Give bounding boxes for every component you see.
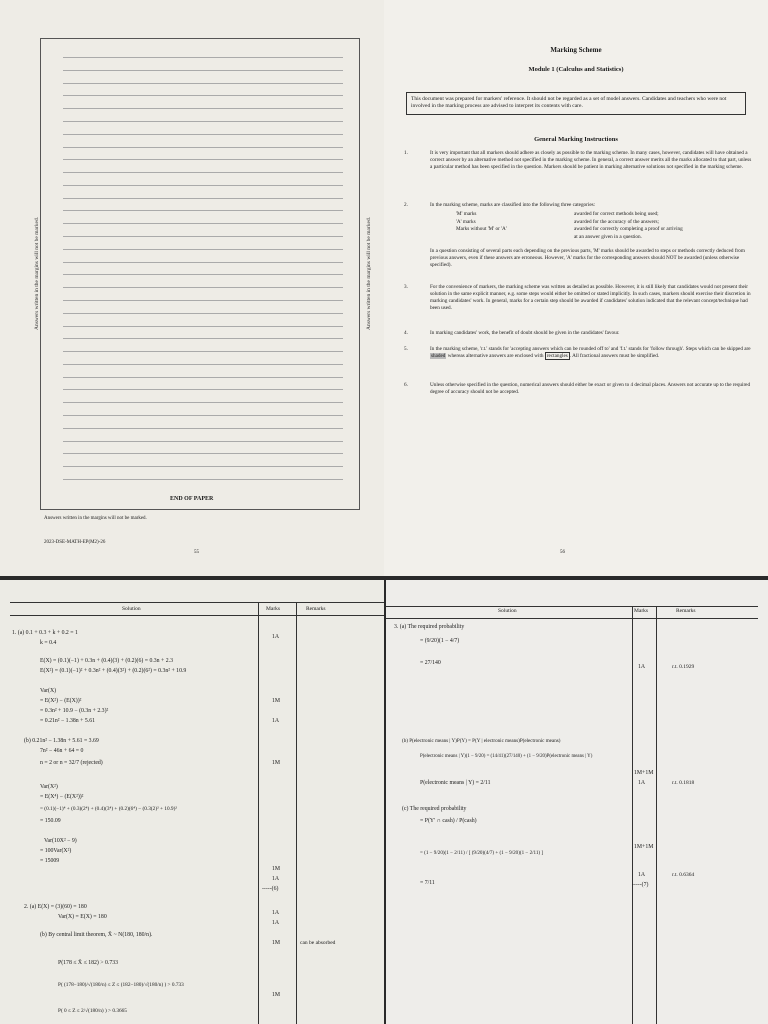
margin-note-left: Answers written in the margins will not be marked. xyxy=(34,216,40,330)
answer-rule-line xyxy=(63,95,343,96)
solution-line: = 0.3n² + 10.9 − (0.3n + 2.3)² xyxy=(40,708,109,714)
answer-rule-line xyxy=(63,453,343,454)
answer-rule-line xyxy=(63,185,343,186)
header-marks: Marks xyxy=(634,608,649,614)
answer-rule-line xyxy=(63,415,343,416)
answer-rule-line xyxy=(63,287,343,288)
mark: 1A xyxy=(638,872,646,878)
remark: r.t. 0.1818 xyxy=(672,780,695,786)
module-subtitle: Module 1 (Calculus and Statistics) xyxy=(528,66,624,73)
answer-rule-line xyxy=(63,223,343,224)
mark: 1M xyxy=(272,940,281,946)
mark: 1A xyxy=(638,664,646,670)
page-58-marking-table xyxy=(386,580,768,1024)
mark: 1A xyxy=(272,910,280,916)
mark: 1M+1M xyxy=(634,770,654,776)
answer-rule-line xyxy=(63,262,343,263)
solution-line: = 0.21n² − 1.38n + 5.61 xyxy=(40,718,96,724)
answer-rule-line xyxy=(63,274,343,275)
answer-rule-line xyxy=(63,83,343,84)
solution-line: Var(X) = E(X) = 180 xyxy=(58,914,107,920)
answer-rule-line xyxy=(63,108,343,109)
solution-line: = (1 − 9/20)(1 − 2/11) / [ (9/20)(4/7) + (1 − 9/20)(1 − 2/11) ] xyxy=(420,850,544,856)
table-header-rule xyxy=(386,618,758,619)
solution-line: (b) By central limit theorem, X̄ ~ N(180, 180/n). xyxy=(40,932,153,938)
instruction-5: 5. In the marking scheme, 'r.t.' stands for 'accepting answers which can be rounded off to' and 'f.t.' stands for 'follow through'. Steps which can be skipped are shaded whereas alternative answers are enclosed with rectangles . All fractional answers must be simplified. xyxy=(404,346,751,360)
header-remarks: Remarks xyxy=(306,606,326,612)
marks-divider xyxy=(258,602,259,1024)
answer-rule-line xyxy=(63,402,343,403)
mark: 1A xyxy=(272,876,280,882)
mark: 1M xyxy=(272,992,281,998)
solution-line: P( (178−180)/√(180/n) ≤ Z ≤ (182−180)/√(180/n) ) > 0.733 xyxy=(58,982,184,988)
solution-line: 7n² − 46n + 64 = 0 xyxy=(40,748,84,754)
solution-line: = 7/11 xyxy=(420,880,435,886)
notice-box: This document was prepared for markers' reference. It should not be regarded as a set of model answers. Candidates and teachers who were not involved in the marking process are advised to interpret its contents with care. xyxy=(406,92,746,115)
solution-line: 1. (a) 0.1 + 0.3 + k + 0.2 = 1 xyxy=(12,630,78,636)
page-56 xyxy=(384,0,768,576)
solution-line: Var(X²) xyxy=(40,784,58,790)
instruction-3: 3. For the convenience of markers, the marking scheme was written as detailed as possible. However, it is still likely that candidates would not present their solution in the same explicit manner, e.g. some steps would either be omitted or stated implicitly. In such cases, markers should exercise their discretion in marking candidates' work. In general, marks for a certain step should be awarded if candidates' solution indicated that the relevant concept/technique had been used. xyxy=(404,284,751,312)
mark-subtotal: -----(7) xyxy=(632,882,649,888)
end-of-paper: END OF PAPER xyxy=(170,496,214,502)
answer-rule-line xyxy=(63,159,343,160)
answer-rule-line xyxy=(63,351,343,352)
solution-line: = P(Y′ ∩ cash) / P(cash) xyxy=(420,818,477,824)
answer-rule-line xyxy=(63,236,343,237)
solution-line: = 150.09 xyxy=(40,818,61,824)
answer-rule-line xyxy=(63,172,343,173)
page-number: 55 xyxy=(194,550,199,555)
solution-line: (c) The required probability xyxy=(402,806,467,812)
solution-line: 3. (a) The required probability xyxy=(394,624,465,630)
partial-marks-note: In a question consisting of several parts each depending on the previous parts, 'M' marks should be awarded to steps or methods correctly deduced from previous answers, even if these answers are erroneous. However, 'A' marks for the corresponding answers should NOT be awarded (unless otherwise specified). xyxy=(430,248,745,269)
remarks-divider xyxy=(656,606,657,1024)
mark: 1A xyxy=(272,634,280,640)
header-remarks: Remarks xyxy=(676,608,696,614)
rectangle-sample: rectangles xyxy=(546,353,568,360)
solution-line: Var(X) xyxy=(40,688,57,694)
answer-rule-line xyxy=(63,300,343,301)
solution-line: E(X²) = (0.1)(−1)² + 0.3n² + (0.4)(3²) + (0.2)(6²) = 0.3n² + 10.9 xyxy=(40,668,187,674)
solution-line: = E(X²) − (E(X))² xyxy=(40,698,82,704)
answer-rule-line xyxy=(63,249,343,250)
answer-rule-line xyxy=(63,441,343,442)
marking-scheme-title: Marking Scheme xyxy=(550,46,602,54)
solution-line: P(178 ≤ X̄ ≤ 182) > 0.733 xyxy=(58,960,119,966)
mark: 1M+1M xyxy=(634,844,654,850)
solution-line: = E(X⁴) − (E(X²))² xyxy=(40,794,84,800)
solution-line: P(electronic means | Y)(1 − 9/20) = (14/41)(27/140) + (1 − 9/20)P(electronic means | Y) xyxy=(420,754,593,759)
header-solution: Solution xyxy=(498,608,517,614)
answer-rule-line xyxy=(63,57,343,58)
mark: 1A xyxy=(638,780,646,786)
solution-line: P( 0 ≤ Z ≤ 2/√(180/n) ) > 0.3665 xyxy=(58,1008,127,1014)
answer-rule-line xyxy=(63,338,343,339)
answer-rule-line xyxy=(63,134,343,135)
shaded-sample: shaded xyxy=(431,353,446,360)
instruction-4: 4. In marking candidates' work, the benefit of doubt should be given in the candidates' favour. xyxy=(404,330,620,336)
page-57-marking-table xyxy=(0,580,384,1024)
solution-line: E(X) = (0.1)(−1) + 0.3n + (0.4)(3) + (0.2)(6) = 0.3n + 2.3 xyxy=(40,658,173,664)
footer-code: 2023-DSE-MATH-EP(M2)-26 xyxy=(44,540,106,545)
solution-line: k = 0.4 xyxy=(40,640,57,646)
table-top-rule xyxy=(10,602,384,603)
solution-line: (b) 0.21n² − 1.38n + 5.61 = 3.69 xyxy=(24,738,99,744)
solution-line: = (0.1)(−1)⁴ + (0.3)(2⁴) + (0.4)(3⁴) + (0.2)(6⁴) − (0.3(2)² + 10.9)² xyxy=(40,806,177,812)
header-marks: Marks xyxy=(266,606,281,612)
table-top-rule xyxy=(386,606,758,607)
mark: 1M xyxy=(272,866,281,872)
marks-divider xyxy=(632,606,633,1024)
header-solution: Solution xyxy=(122,606,141,612)
instruction-2: 2. In the marking scheme, marks are classified into the following three categories: xyxy=(404,202,596,208)
mark: 1A xyxy=(272,920,280,926)
solution-line: P(electronic means | Y) = 2/11 xyxy=(420,780,491,786)
table-header-rule xyxy=(10,615,384,616)
mark: 1A xyxy=(272,718,280,724)
margin-note-bottom: Answers written in the margins will not be marked. xyxy=(44,516,147,521)
answer-rule-line xyxy=(63,210,343,211)
remark: can be absorbed xyxy=(300,940,336,946)
mark-categories: 'M' marks awarded for correct methods being used; 'A' marks awarded for the accuracy of the answers; Marks without 'M' or 'A' awarded for correctly completing a proof or arriving at an answer given in a question. xyxy=(456,211,683,240)
mark: 1M xyxy=(272,698,281,704)
answer-rule-line xyxy=(63,389,343,390)
solution-line: = 100Var(X²) xyxy=(40,848,72,854)
answer-rule-line xyxy=(63,428,343,429)
solution-line: Var(10X² − 9) xyxy=(44,838,77,844)
solution-line: (b) P(electronic means | Y)P(Y) = P(Y | electronic means)P(electronic means) xyxy=(402,738,561,744)
remark: r.t. 0.1929 xyxy=(672,664,695,670)
solution-line: = 27/140 xyxy=(420,660,441,666)
answer-rule-line xyxy=(63,466,343,467)
answer-rule-line xyxy=(63,70,343,71)
answer-rule-line xyxy=(63,147,343,148)
solution-line: n = 2 or n = 32/7 (rejected) xyxy=(40,760,103,766)
instruction-6: 6. Unless otherwise specified in the question, numerical answers should either be exact or given to 4 decimal places. Answers not accurate up to the required degree of accuracy should not be accepted. xyxy=(404,382,751,396)
remark: r.t. 0.6364 xyxy=(672,872,695,878)
answer-rule-line xyxy=(63,198,343,199)
answer-rule-line xyxy=(63,326,343,327)
remarks-divider xyxy=(296,602,297,1024)
mark-subtotal: -----(6) xyxy=(262,886,279,892)
page-55 xyxy=(0,0,384,576)
margin-note-right: Answers written in the margins will not be marked. xyxy=(366,216,372,330)
solution-line: = 15009 xyxy=(40,858,60,864)
section-title: General Marking Instructions xyxy=(534,136,618,143)
mark: 1M xyxy=(272,760,281,766)
answer-rule-line xyxy=(63,313,343,314)
answer-rule-line xyxy=(63,364,343,365)
answer-rule-line xyxy=(63,377,343,378)
solution-line: = (9/20)(1 − 4/7) xyxy=(420,638,460,644)
answer-rule-line xyxy=(63,121,343,122)
answer-rule-line xyxy=(63,479,343,480)
page-number: 56 xyxy=(560,550,565,555)
instruction-1: 1. It is very important that all markers should adhere as closely as possible to the marking scheme. In many cases, however, candidates will have obtained a correct answer by an alternative method not specified in the marking scheme. In general, a correct answer merits all the marks allocated to that part, unless a particular method has been specified in the question. Markers should be patient in marking alternative solutions not specified in the marking scheme. xyxy=(404,150,752,171)
solution-line: 2. (a) E(X) = (3)(60) = 180 xyxy=(24,904,87,910)
answer-lined-box xyxy=(40,38,360,510)
